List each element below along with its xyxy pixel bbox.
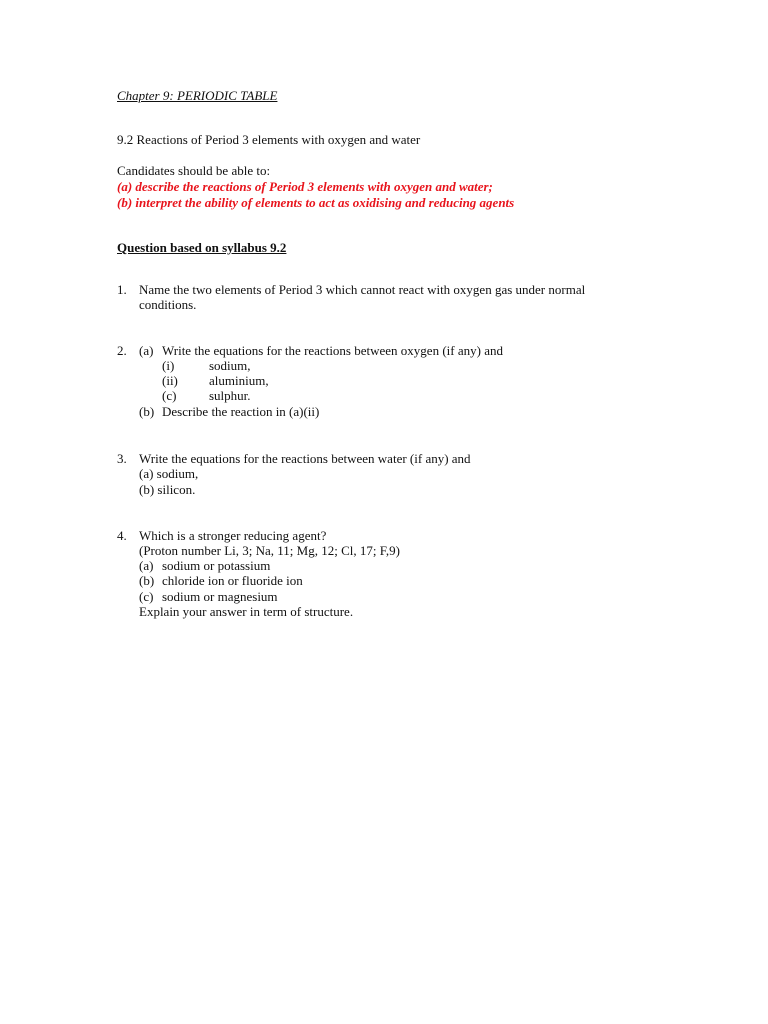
q4-option-label: (a) (139, 558, 154, 573)
q2-sub-text: sodium, (209, 358, 251, 373)
q3-number: 3. (117, 451, 127, 466)
candidates-intro: Candidates should be able to: (117, 163, 271, 178)
q2-number: 2. (117, 343, 127, 358)
q4-proton-numbers: (Proton number Li, 3; Na, 11; Mg, 12; Cl, 17; F,9) (139, 543, 400, 558)
q4-option-label: (c) (139, 589, 154, 604)
q2-a-text: Write the equations for the reactions between oxygen (if any) and (162, 343, 503, 358)
q2-sub-text: sulphur. (209, 388, 251, 403)
question-heading: Question based on syllabus 9.2 (117, 240, 287, 255)
q4-number: 4. (117, 528, 127, 543)
q4-option-text: sodium or potassium (162, 558, 271, 573)
q3-option-a: (a) sodium, (139, 466, 199, 481)
q4-option-text: sodium or magnesium (162, 589, 278, 604)
q2-b-text: Describe the reaction in (a)(ii) (162, 404, 320, 419)
objective-b: (b) interpret the ability of elements to act as oxidising and reducing agents (117, 195, 515, 210)
q2-sub-label: (ii) (162, 373, 178, 388)
objective-a: (a) describe the reactions of Period 3 elements with oxygen and water; (117, 179, 493, 194)
q4-explain: Explain your answer in term of structure. (139, 604, 354, 619)
q1-line2: conditions. (139, 297, 197, 312)
q4-option-label: (b) (139, 573, 155, 588)
q2-b-label: (b) (139, 404, 155, 419)
q1-number: 1. (117, 282, 127, 297)
chapter-title: Chapter 9: PERIODIC TABLE (117, 88, 278, 103)
section-title: 9.2 Reactions of Period 3 elements with oxygen and water (117, 132, 421, 147)
q4-option-text: chloride ion or fluoride ion (162, 573, 303, 588)
q2-sub-label: (c) (162, 388, 177, 403)
q3-option-b: (b) silicon. (139, 482, 196, 497)
q3-text: Write the equations for the reactions between water (if any) and (139, 451, 471, 466)
q1-line1: Name the two elements of Period 3 which cannot react with oxygen gas under normal (139, 282, 586, 297)
q2-sub-label: (i) (162, 358, 175, 373)
q2-sub-text: aluminium, (209, 373, 269, 388)
q2-a-label: (a) (139, 343, 154, 358)
q4-text: Which is a stronger reducing agent? (139, 528, 327, 543)
